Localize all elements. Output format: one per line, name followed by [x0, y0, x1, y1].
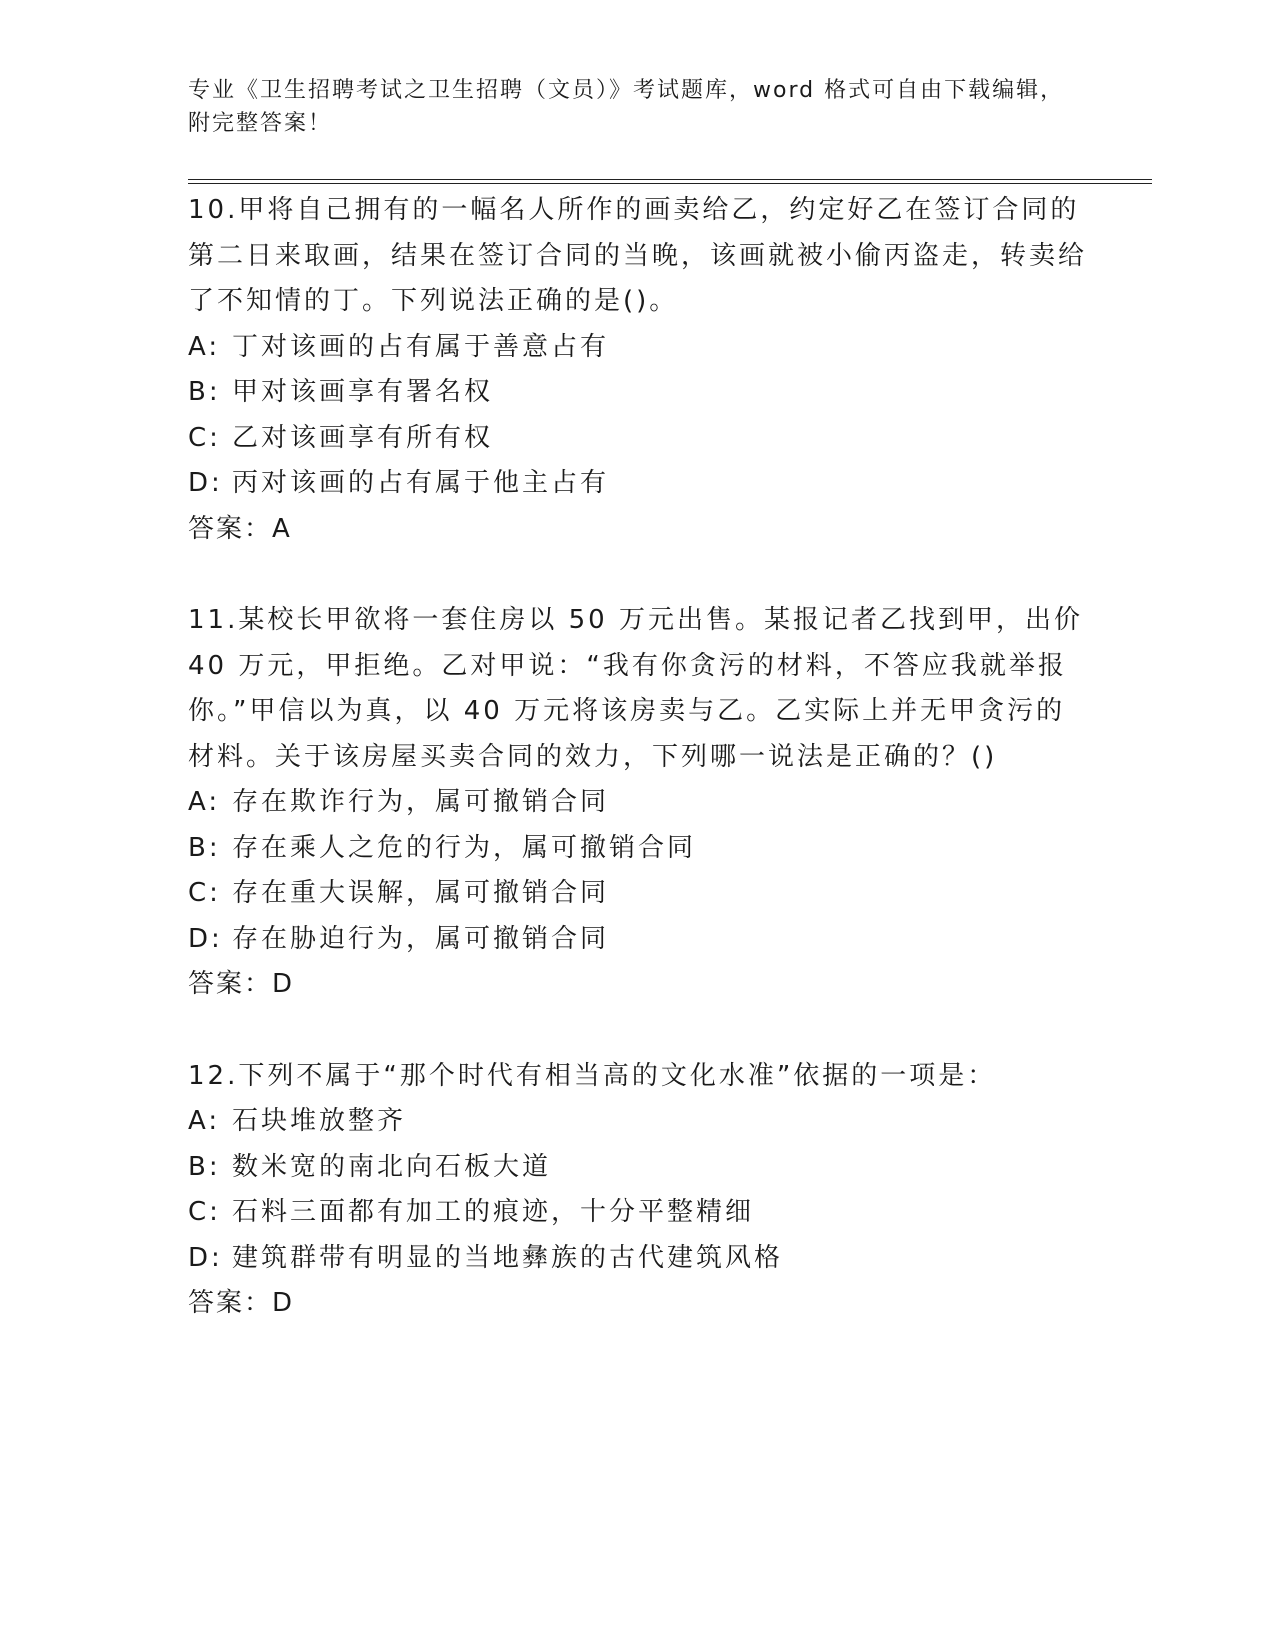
option-b	[188, 370, 1088, 416]
question-10	[188, 188, 1088, 552]
option-d	[188, 1236, 1088, 1282]
option-text: 乙对该画享有所有权	[232, 422, 494, 453]
option-text: 丙对该画的占有属于他主占有	[232, 468, 610, 498]
option-a	[188, 1099, 1088, 1145]
option-text: 存在欺诈行为，属可撤销合同	[232, 787, 610, 817]
option-text: 石料三面都有加工的痕迹，十分平整精细	[232, 1197, 755, 1227]
question-stem: 12.下列不属于“那个时代有相当高的文化水准”依据的一项是：	[188, 1060, 997, 1091]
option-key: B:	[188, 1151, 221, 1182]
option-a	[188, 780, 1088, 826]
option-key: D:	[188, 468, 223, 498]
question-stem: 10.甲将自己拥有的一幅名人所作的画卖给乙，约定好乙在签订合同的第二日来取画，结果在签订合同的当晚，该画就被小偷丙盗走，转卖给了不知情的丁。下列说法正确的是()。	[188, 195, 1088, 316]
option-text: 建筑群带有明显的当地彝族的古代建筑风格	[232, 1242, 784, 1273]
option-key: B:	[188, 377, 221, 407]
option-key: C:	[188, 1197, 221, 1227]
question-list	[188, 188, 1088, 1373]
option-text: 存在乘人之危的行为，属可撤销合同	[232, 832, 697, 863]
option-b	[188, 1145, 1088, 1191]
option-text: 存在重大误解，属可撤销合同	[232, 878, 610, 908]
option-text: 甲对该画享有署名权	[232, 377, 494, 407]
answer-line: 答案：D	[188, 969, 295, 999]
option-key: D:	[188, 923, 223, 954]
option-key: C:	[188, 878, 221, 908]
document-header	[188, 74, 1068, 140]
option-key: D:	[188, 1242, 223, 1273]
option-text: 数米宽的南北向石板大道	[232, 1151, 552, 1182]
option-d	[188, 917, 1088, 963]
header-intro: 专业《卫生招聘考试之卫生招聘（文员）》考试题库，word 格式可自由下载编辑，附完整答案！	[188, 78, 1065, 136]
answer-line: 答案：A	[188, 513, 292, 544]
option-d	[188, 461, 1088, 507]
option-key: A:	[188, 787, 221, 817]
option-c	[188, 416, 1088, 462]
option-b	[188, 826, 1088, 872]
question-11	[188, 598, 1088, 1008]
option-key: B:	[188, 832, 221, 863]
option-a	[188, 325, 1088, 371]
option-text: 存在胁迫行为，属可撤销合同	[232, 923, 610, 954]
header-divider	[188, 179, 1152, 184]
option-c	[188, 1190, 1088, 1236]
question-stem: 11.某校长甲欲将一套住房以 50 万元出售。某报记者乙找到甲，出价 40 万元，甲拒绝。乙对甲说：“我有你贪污的材料，不答应我就举报你。”甲信以为真，以 40 万元将该房卖与乙。乙实际上并无甲贪污的材料。关于该房屋买卖合同的效力，下列哪一说法是正确的？()	[188, 605, 1083, 772]
option-text: 丁对该画的占有属于善意占有	[232, 331, 610, 362]
question-12	[188, 1054, 1088, 1327]
option-c	[188, 871, 1088, 917]
option-key: A:	[188, 331, 221, 362]
option-key: C:	[188, 422, 221, 453]
option-key: A:	[188, 1106, 221, 1136]
option-text: 石块堆放整齐	[232, 1106, 407, 1136]
answer-line: 答案：D	[188, 1288, 295, 1318]
